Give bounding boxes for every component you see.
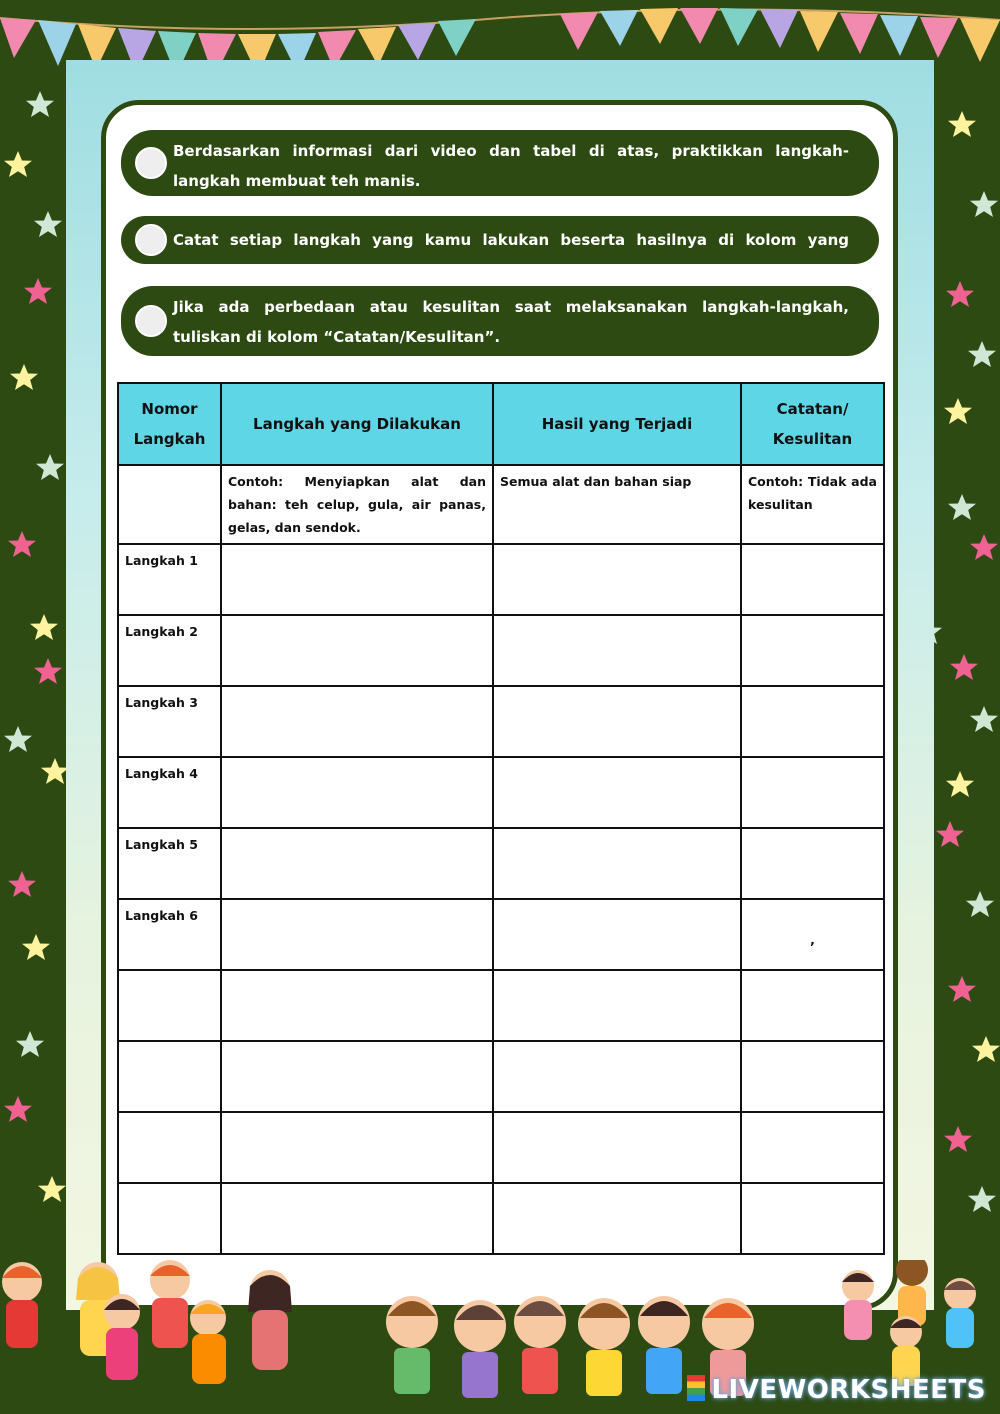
langkah-input-cell[interactable] xyxy=(221,828,493,899)
table-row xyxy=(118,615,884,686)
langkah-input-cell[interactable] xyxy=(221,544,493,615)
header-hasil-terjadi: Hasil yang Terjadi xyxy=(493,383,741,465)
table-row xyxy=(118,1183,884,1254)
langkah-input-cell[interactable] xyxy=(221,757,493,828)
instruction-text: Jika ada perbedaan atau kesulitan saat melaksanakan langkah-langkah, tuliskan di kolom “Catatan/Kesulitan”. xyxy=(173,298,849,346)
example-nomor xyxy=(118,465,221,544)
children-group-left-icon xyxy=(2,1260,292,1384)
catatan-input-cell[interactable] xyxy=(741,544,884,615)
instruction-text: Catat setiap langkah yang kamu lakukan beserta hasilnya di kolom yang disediakan. xyxy=(173,231,849,285)
hasil-input-cell[interactable] xyxy=(493,544,741,615)
header-catatan-kesulitan: Catatan/ Kesulitan xyxy=(741,383,884,465)
table-row xyxy=(118,544,884,615)
catatan-input-cell[interactable] xyxy=(741,828,884,899)
liveworksheets-logo-icon xyxy=(687,1375,705,1401)
row-label xyxy=(118,1041,221,1112)
hasil-input-cell[interactable] xyxy=(493,899,741,970)
row-label: Langkah 6 xyxy=(118,899,221,970)
steps-table xyxy=(117,382,885,1255)
instruction-text: Berdasarkan informasi dari video dan tabel di atas, praktikkan langkah-langkah membuat teh manis. xyxy=(173,142,849,190)
langkah-input-cell[interactable] xyxy=(221,1112,493,1183)
langkah-input-cell[interactable] xyxy=(221,615,493,686)
table-row xyxy=(118,686,884,757)
table-header-row xyxy=(118,383,884,465)
catatan-input-cell[interactable] xyxy=(741,1183,884,1254)
table-row xyxy=(118,1112,884,1183)
liveworksheets-watermark xyxy=(687,1375,986,1405)
hasil-input-cell[interactable] xyxy=(493,1112,741,1183)
catatan-input-cell[interactable] xyxy=(741,1112,884,1183)
row-label xyxy=(118,1112,221,1183)
table-row xyxy=(118,970,884,1041)
table-row xyxy=(118,757,884,828)
catatan-input-cell[interactable] xyxy=(741,757,884,828)
bullet-circle-icon xyxy=(135,147,167,179)
example-catatan: Contoh: Tidak ada kesulitan xyxy=(741,465,884,544)
row-label: Langkah 2 xyxy=(118,615,221,686)
hasil-input-cell[interactable] xyxy=(493,970,741,1041)
catatan-input-cell[interactable] xyxy=(741,686,884,757)
example-langkah: Contoh: Menyiapkan alat dan bahan: teh celup, gula, air panas, gelas, dan sendok. xyxy=(221,465,493,544)
row-label: Langkah 4 xyxy=(118,757,221,828)
row-label: Langkah 3 xyxy=(118,686,221,757)
children-group-right-icon xyxy=(842,1260,976,1386)
catatan-input-cell[interactable] xyxy=(741,970,884,1041)
watermark-text: LIVEWORKSHEETS xyxy=(711,1375,986,1405)
example-row xyxy=(118,465,884,544)
langkah-input-cell[interactable] xyxy=(221,686,493,757)
table-row xyxy=(118,828,884,899)
table-row xyxy=(118,899,884,970)
instruction-3 xyxy=(121,286,879,356)
langkah-input-cell[interactable] xyxy=(221,1041,493,1112)
hasil-input-cell[interactable] xyxy=(493,615,741,686)
langkah-input-cell[interactable] xyxy=(221,899,493,970)
bullet-circle-icon xyxy=(135,224,167,256)
instruction-1 xyxy=(121,130,879,196)
table-row xyxy=(118,1041,884,1112)
bullet-circle-icon xyxy=(135,305,167,337)
header-langkah-dilakukan: Langkah yang Dilakukan xyxy=(221,383,493,465)
example-hasil: Semua alat dan bahan siap xyxy=(493,465,741,544)
hasil-input-cell[interactable] xyxy=(493,1041,741,1112)
header-nomor-langkah: Nomor Langkah xyxy=(118,383,221,465)
hasil-input-cell[interactable] xyxy=(493,1183,741,1254)
row-label xyxy=(118,1183,221,1254)
catatan-input-cell[interactable] xyxy=(741,1041,884,1112)
row-label: Langkah 5 xyxy=(118,828,221,899)
row-label: Langkah 1 xyxy=(118,544,221,615)
catatan-input-cell[interactable] xyxy=(741,899,884,970)
hasil-input-cell[interactable] xyxy=(493,757,741,828)
hasil-input-cell[interactable] xyxy=(493,828,741,899)
stray-mark: , xyxy=(810,932,815,947)
catatan-input-cell[interactable] xyxy=(741,615,884,686)
langkah-input-cell[interactable] xyxy=(221,970,493,1041)
hasil-input-cell[interactable] xyxy=(493,686,741,757)
instruction-2 xyxy=(121,216,879,285)
row-label xyxy=(118,970,221,1041)
langkah-input-cell[interactable] xyxy=(221,1183,493,1254)
